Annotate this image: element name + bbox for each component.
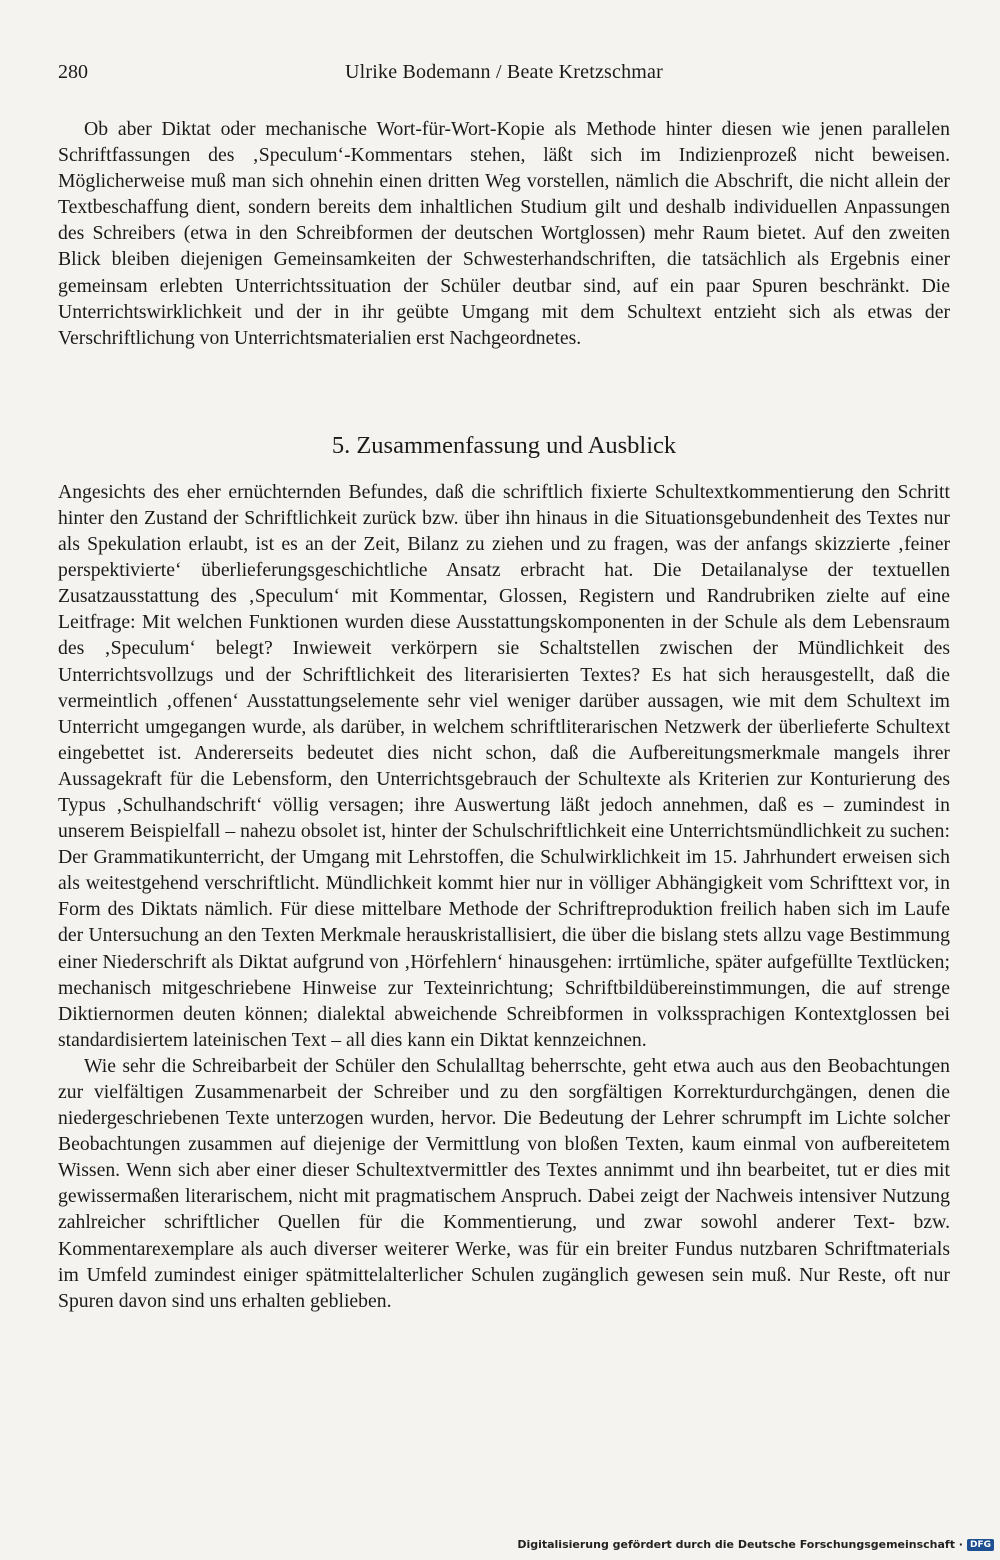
dfg-logo: DFG: [967, 1539, 994, 1551]
page-number: 280: [58, 61, 88, 83]
section-heading: 5. Zusammenfassung und Ausblick: [331, 431, 677, 459]
page-header: [58, 60, 950, 84]
paragraph: Ob aber Diktat oder mechanische Wort-für-Wort-Kopie als Methode hinter diesen wie jenen parallelen Schriftfassungen des ‚Speculum‘-Kommentars stehen, läßt sich im Indizienprozeß nicht beweisen. Möglicherweise muß man sich ohnehin einen dritten Weg vorstellen, nämlich die Abschrift, die nicht allein der Textbeschaffung dient, sondern bereits dem inhaltlichen Studium gilt und deshalb individuellen Anpassungen des Schreibers (etwa in den Schreibformen der deutschen Wortglossen) mehr Raum bietet. Auf den zweiten Blick bleiben diejenigen Gemeinsamkeiten der Schwesterhandschriften, die tatsächlich als Ergebnis einer gemeinsam erlebten Unterrichtssituation der Schüler deutbar sind, auf ein paar Spuren beschränkt. Die Unterrichtswirklichkeit und der in ihr geübte Umgang mit dem Schultext entzieht sich als etwas der Verschriftlichung von Unterrichtsmaterialien erst Nachgeordnetes.: [58, 118, 950, 349]
credit-text: Digitalisierung gefördert durch die Deutsche Forschungsgemeinschaft ·: [517, 1538, 963, 1551]
digitization-credit: [517, 1538, 994, 1551]
paragraph: Angesichts des eher ernüchternden Befundes, daß die schriftlich fixierte Schultextkommentierung den Schritt hinter den Zustand der Schriftlichkeit zurück bzw. über ihn hinaus in die Situationsgebundenheit des Textes nur als Spekulation erlaubt, ist es an der Zeit, Bilanz zu ziehen und zu fragen, was der anfangs skizzierte ‚feiner perspektivierte‘ überlieferungsgeschichtliche Ansatz erbracht hat. Die Detailanalyse der textuellen Zusatzausstattung des ‚Speculum‘ mit Kommentar, Glossen, Registern und Randrubriken zielte auf eine Leitfrage: Mit welchen Funktionen wurden diese Ausstattungskomponenten in der Schule als dem Lebensraum des ‚Speculum‘ belegt? Inwieweit verkörpern sie Schaltstellen zwischen der Mündlichkeit des Unterrichtsvollzugs und der Schriftlichkeit des literarisierten Textes? Es hat sich herausgestellt, daß die vermeintlich ‚offenen‘ Ausstattungselemente sehr viel weniger darüber aussagen, wie mit dem Schultext im Unterricht umgegangen wurde, als darüber, in welchem schriftliterarischen Netzwerk der überlieferte Schultext eingebettet ist. Andererseits bedeutet dies nicht schon, daß die Aufbereitungsmerkmale mangels ihrer Aussagekraft für die Lebensform, den Unterrichtsgebrauch der Schultexte als Kriterien zur Konturierung des Typus ‚Schulhandschrift‘ völlig versagen; ihre Auswertung läßt jedoch annehmen, daß es – zumindest in unserem Beispielfall – nahezu obsolet ist, hinter der Schulschriftlichkeit eine Unterrichtsmündlichkeit zu suchen: Der Grammatikunterricht, der Umgang mit Lehrstoffen, die Schulwirklichkeit im 15. Jahrhundert erweisen sich als weitestgehend verschriftlicht. Mündlichkeit kommt hier nur in völliger Abhängigkeit vom Schrifttext vor, in Form des Diktats nämlich. Für diese mittelbare Methode der Schriftreproduktion freilich haben sich im Laufe der Untersuchung an den Texten Merkmale herauskristallisiert, die über die bislang stets allzu vage Bestimmung einer Niederschrift als Diktat aufgrund von ‚Hörfehlern‘ hinausgehen: irrtümliche, später aufgefüllte Textlücken; mechanisch mitgeschriebene Hinweise zur Texteinrichtung; Schriftbildübereinstimmungen, die auf strenge Diktiernormen deuten können; dialektal abweichende Schreibformen in volkssprachigen Kontextglossen bei standardisiertem lateinischen Text – all dies kann ein Diktat kennzeichnen.: [58, 480, 950, 1051]
running-head: Ulrike Bodemann / Beate Kretzschmar: [345, 61, 663, 83]
body-text: [58, 116, 950, 1314]
paragraph: Wie sehr die Schreibarbeit der Schüler den Schulalltag beherrschte, geht etwa auch aus den Beobachtungen zur vielfältigen Zusammenarbeit der Schreiber und zu den sorgfältigen Korrekturdurchgängen, denen die niedergeschriebenen Texte unterzogen wurden, hervor. Die Bedeutung der Lehrer schrumpft im Lichte solcher Beobachtungen zusammen auf diejenige der Vermittlung von bloßen Texten, kaum einmal von aufbereitetem Wissen. Wenn sich aber einer dieser Schultextvermittler des Textes annimmt und ihn bearbeitet, tut er dies mit gewissermaßen literarischem, nicht mit pragmatischem Anspruch. Dabei zeigt der Nachweis intensiver Nutzung zahlreicher schriftlicher Quellen für die Kommentierung, und zwar sowohl anderer Text- bzw. Kommentarexemplare als auch diverser weiterer Werke, was für ein breiter Fundus nutzbaren Schriftmaterials im Umfeld zumindest einiger spätmittelalterlicher Schulen zugänglich gewesen sein muß. Nur Reste, oft nur Spuren davon sind uns erhalten geblieben.: [58, 1054, 950, 1312]
